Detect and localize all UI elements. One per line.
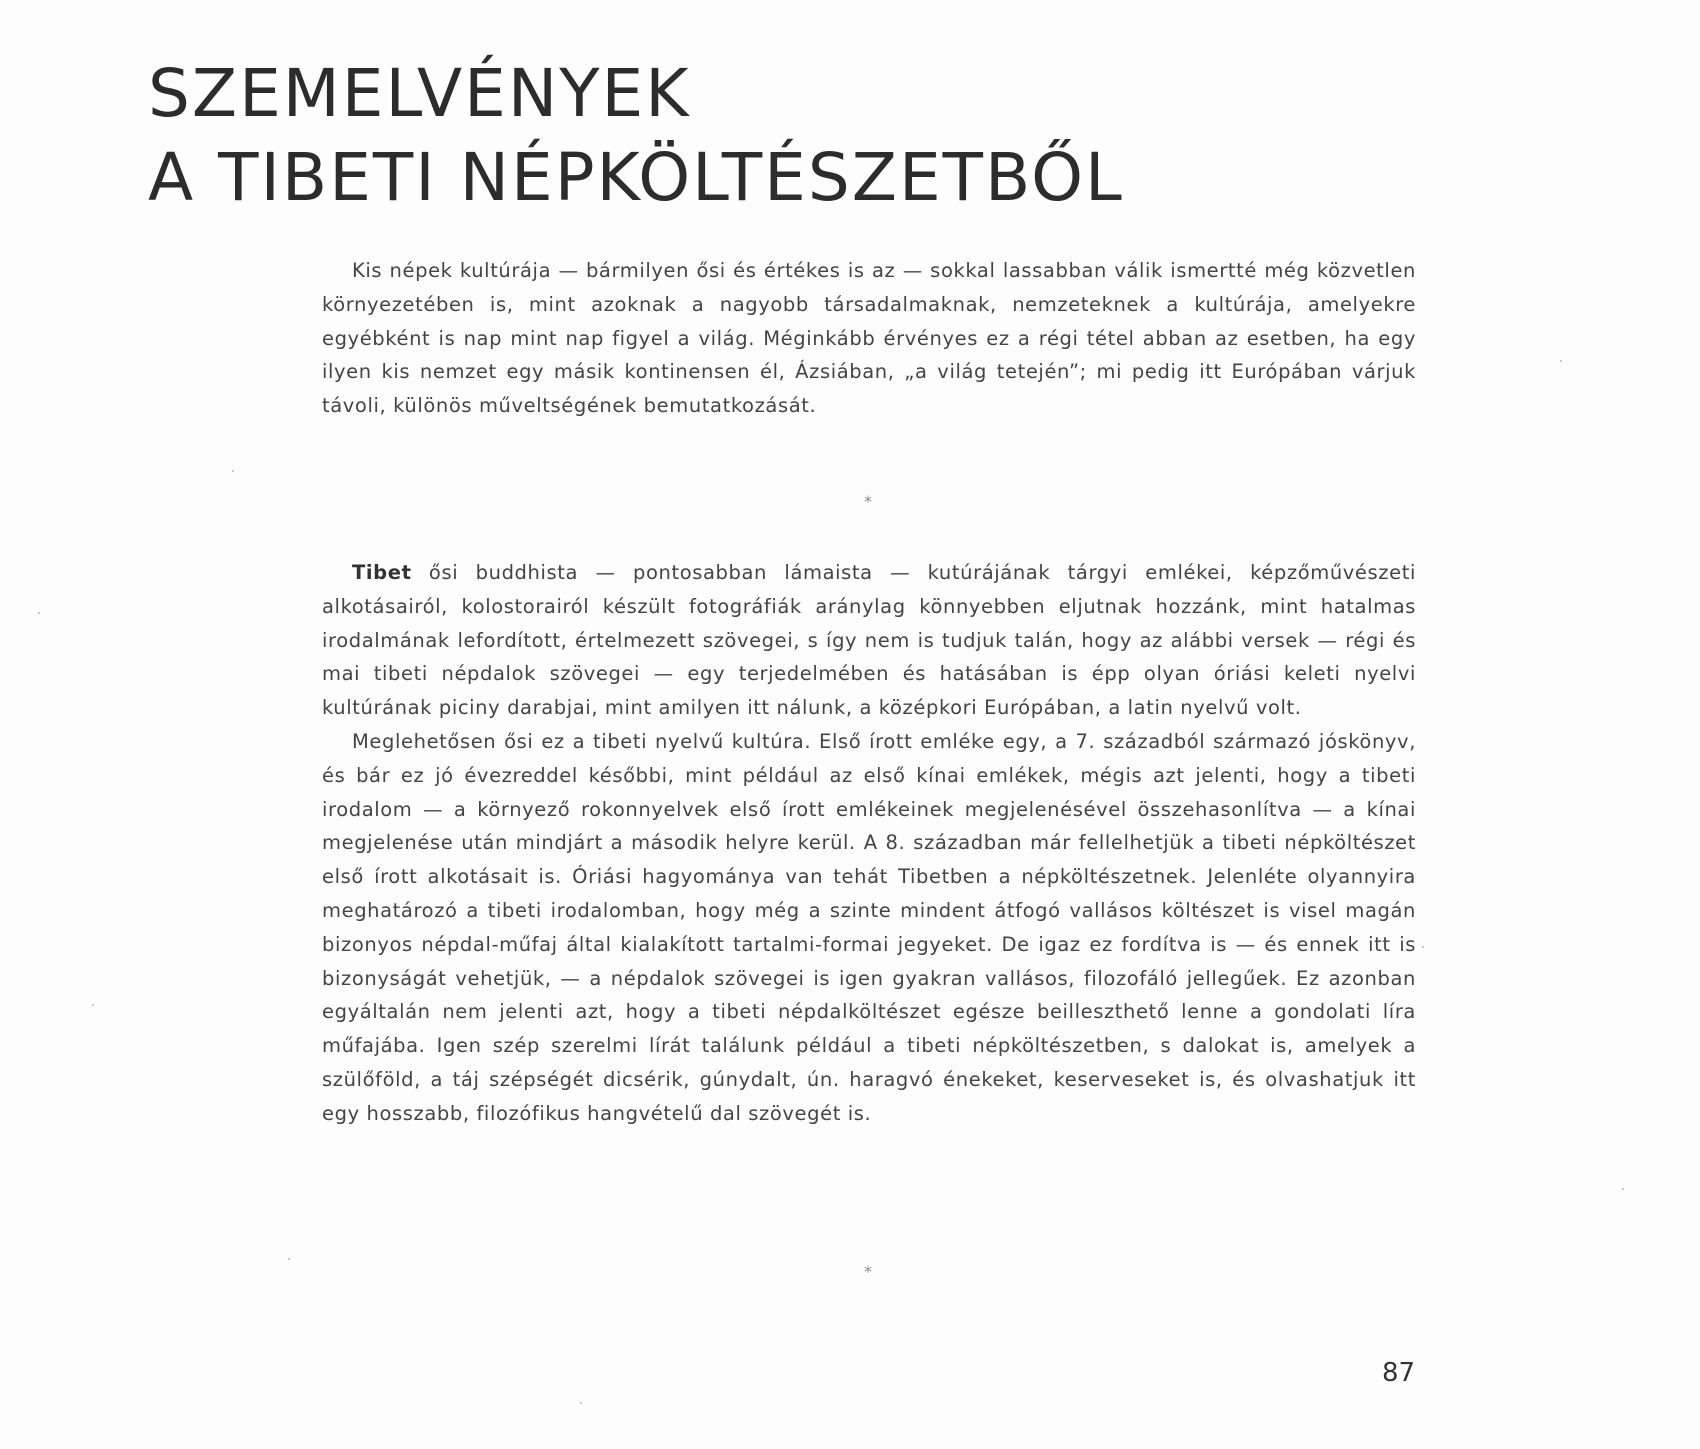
intro-paragraph: Kis népek kultúrája — bármilyen ősi és értékes is az — sokkal lassabban válik ismertté még közvetlen környezetében is, mint azoknak a nagyobb társadalmaknak, nemzeteknek a kultúrája, amelyekre egyébként is nap mint nap figyel a világ. Méginkább érvényes ez a régi tétel abban az esetben, ha egy ilyen kis nemzet egy másik kontinensen él, Ázsiában, „a világ tetején”; mi pedig itt Európában várjuk távoli, különös műveltségének bemutatkozását. bbox=[322, 259, 1416, 418]
section-separator-1: * bbox=[864, 492, 872, 511]
scan-speck bbox=[1622, 1188, 1624, 1190]
page-number: 87 bbox=[1382, 1358, 1416, 1388]
main-paragraph-2: Meglehetősen ősi ez a tibeti nyelvű kultúra. Első írott emléke egy, a 7. századból származó jóskönyv, és bár ez jó évezreddel későbbi, mint például az első kínai emlékek, mégis azt jelenti, hogy a tibeti irodalom — a környező rokonnyelvek első írott emlékeinek megjelenésével összehasonlítva — a kínai megjelenése után mindjárt a második helyre kerül. A 8. században már fellelhetjük a tibeti népköltészet első írott alkotásait is. Óriási hagyománya van tehát Tibetben a népköltészetnek. Jelenléte olyannyira meghatározó a tibeti irodalomban, hogy még a szinte mindent átfogó vallásos költészet is visel magán bizonyos népdal-műfaj által kialakított tartalmi-formai jegyeket. De igaz ez fordítva is — és ennek itt is bizonyságát vehetjük, — a népdalok szövegei is igen gyakran vallásos, filozofáló jellegűek. Ez azonban egyáltalán nem jelenti azt, hogy a tibeti népdalköltészet egésze beilleszthető lenne a gondolati líra műfajába. Igen szép szerelmi lírát találunk például a tibeti népköltészetben, s dalokat is, amelyek a szülőföld, a táj szépségét dicsérik, gúnydalt, ún. haragvó énekeket, keserveseket is, és olvashatjuk itt egy hosszabb, filozófikus hangvételű dal szövegét is. bbox=[322, 729, 1416, 1125]
intro-section bbox=[322, 254, 1416, 423]
main-paragraph-1-text: ősi buddhista — pontosabban lámaista — kutúrájának tárgyi emlékei, képzőművészeti alkotásairól, kolostorairól készült fotográfiák aránylag könnyebben eljutnak hozzánk, mint hatalmas irodalmának lefordított, értelmezett szövegei, s így nem is tudjuk talán, hogy az alábbi versek — régi és mai tibeti népdalok szövegei — egy terjedelmében és hatásában is épp olyan óriási keleti nyelvi kultúrának piciny darabjai, mint amilyen itt nálunk, a középkori Európában, a latin nyelvű volt. bbox=[322, 561, 1416, 720]
section-separator-2: * bbox=[864, 1262, 872, 1281]
title-line-1: SZEMELVÉNYEK bbox=[148, 55, 691, 132]
scan-speck bbox=[232, 470, 234, 472]
scan-speck bbox=[38, 612, 40, 614]
title-line-2: A TIBETI NÉPKÖLTÉSZETBŐL bbox=[148, 139, 1124, 216]
main-section bbox=[322, 556, 1416, 1131]
page-title bbox=[148, 52, 1124, 220]
scan-speck bbox=[1560, 360, 1562, 362]
scan-speck bbox=[288, 1258, 290, 1260]
tibet-lead-word: Tibet bbox=[352, 561, 412, 584]
scan-speck bbox=[92, 1004, 94, 1006]
scan-speck bbox=[1422, 946, 1424, 948]
main-paragraph-1 bbox=[322, 556, 1416, 725]
scan-speck bbox=[580, 1402, 582, 1404]
